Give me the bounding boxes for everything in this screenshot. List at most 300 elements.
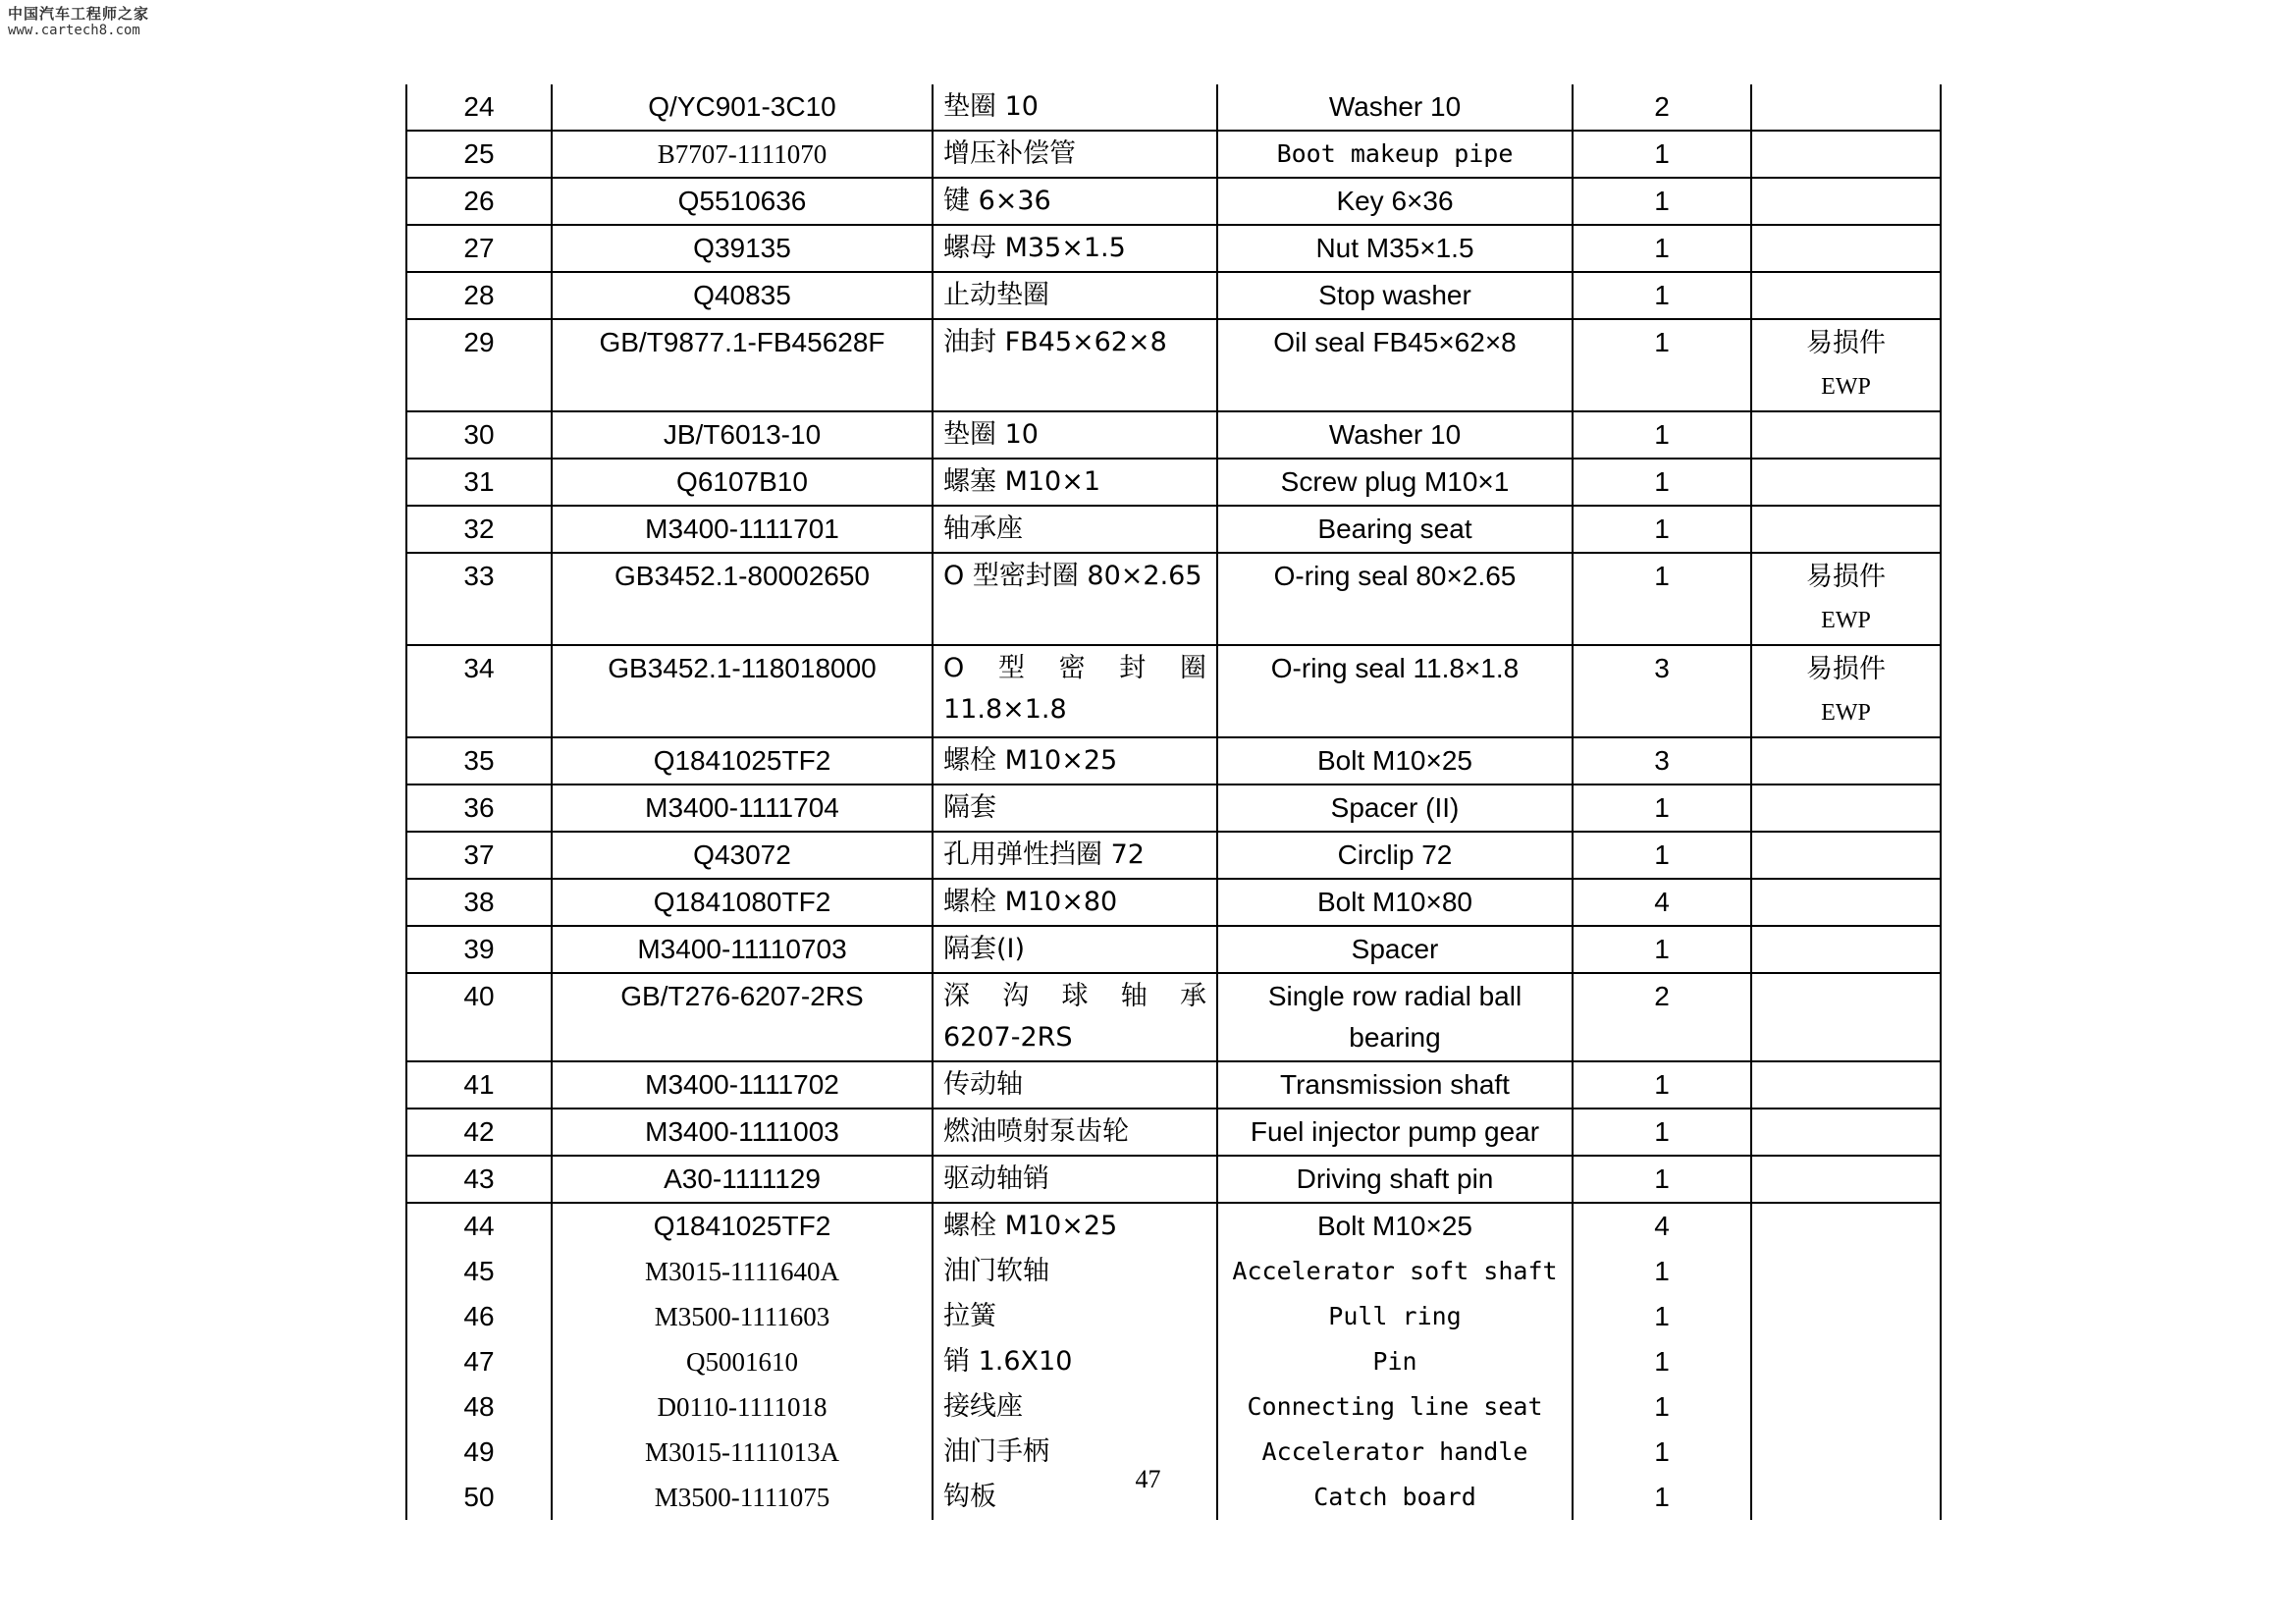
cell-part-code [552, 225, 933, 272]
cell-chinese-name [933, 319, 1217, 411]
cell-english-name-text: Catch board [1313, 1483, 1476, 1511]
cell-no [406, 272, 552, 319]
cell-no-text: 26 [463, 186, 495, 216]
cell-remark [1751, 1203, 1941, 1249]
table-row [406, 1294, 1941, 1339]
cell-qty-text: 1 [1654, 1346, 1670, 1377]
table-row [406, 1109, 1941, 1156]
cell-part-code-text: Q43072 [693, 839, 791, 870]
cell-no-text: 41 [463, 1069, 495, 1100]
cell-chinese-name-text: 隔套 [943, 792, 996, 823]
cell-qty-text: 1 [1654, 186, 1670, 216]
cell-qty-text: 2 [1654, 91, 1670, 122]
cell-no-text: 37 [463, 839, 495, 870]
cell-chinese-name-text: 油门软轴 [943, 1256, 1049, 1286]
cell-chinese-name [933, 178, 1217, 225]
cell-part-code-text: M3400-1111702 [645, 1069, 839, 1100]
cell-qty-text: 1 [1654, 1482, 1670, 1512]
cell-english-name [1217, 832, 1573, 879]
table-row [406, 1384, 1941, 1430]
cell-chinese-name-text: 螺栓 M10×80 [943, 887, 1118, 917]
cell-qty [1573, 1061, 1751, 1109]
cell-chinese-name-text: 拉簧 [943, 1301, 996, 1331]
table-row [406, 1339, 1941, 1384]
cell-english-name [1217, 1339, 1573, 1384]
cell-chinese-name-text: 油封 FB45×62×8 [943, 327, 1167, 357]
table-row [406, 131, 1941, 178]
cell-chinese-name [933, 832, 1217, 879]
cell-chinese-name-text: 螺塞 M10×1 [943, 466, 1101, 497]
cell-english-name [1217, 1061, 1573, 1109]
table-row [406, 1249, 1941, 1294]
cell-english-name-text: Key 6×36 [1336, 186, 1454, 216]
cell-qty-text: 1 [1654, 138, 1670, 169]
table-row [406, 926, 1941, 973]
cell-no [406, 879, 552, 926]
cell-english-name [1217, 459, 1573, 506]
watermark-url: www.cartech8.com [8, 23, 140, 39]
cell-qty [1573, 737, 1751, 784]
cell-qty-text: 4 [1654, 887, 1670, 917]
cell-remark [1751, 553, 1941, 645]
cell-no [406, 411, 552, 459]
cell-part-code [552, 1109, 933, 1156]
cell-chinese-name [933, 1203, 1217, 1249]
table-row [406, 1061, 1941, 1109]
cell-english-name-text: Spacer (II) [1330, 792, 1460, 823]
cell-qty [1573, 973, 1751, 1061]
cell-remark-text: 易损件 [1806, 328, 1886, 358]
cell-english-name-text: Pull ring [1328, 1302, 1462, 1330]
cell-qty [1573, 926, 1751, 973]
cell-no-text: 43 [463, 1163, 495, 1194]
cell-no [406, 1203, 552, 1249]
cell-english-name-text: O-ring seal 80×2.65 [1273, 561, 1517, 591]
cell-chinese-name-text: 接线座 [943, 1391, 1023, 1422]
cell-english-name-text: Accelerator soft shaft [1232, 1257, 1558, 1285]
cell-chinese-name [933, 1156, 1217, 1203]
cell-part-code-text: GB/T276-6207-2RS [620, 981, 864, 1011]
cell-no [406, 553, 552, 645]
cell-qty-text: 1 [1654, 561, 1670, 591]
cell-part-code [552, 879, 933, 926]
cell-chinese-name [933, 225, 1217, 272]
cell-part-code [552, 645, 933, 737]
cell-remark-text: 易损件 [1806, 562, 1886, 592]
cell-qty [1573, 319, 1751, 411]
parts-table-body [406, 84, 1941, 1520]
cell-part-code-text: M3015-1111013A [645, 1437, 839, 1467]
cell-chinese-name [933, 1294, 1217, 1339]
cell-qty [1573, 178, 1751, 225]
cell-qty [1573, 1339, 1751, 1384]
cell-english-name [1217, 1384, 1573, 1430]
cell-part-code [552, 1339, 933, 1384]
cell-chinese-name [933, 506, 1217, 553]
cell-remark [1751, 1156, 1941, 1203]
cell-no-text: 38 [463, 887, 495, 917]
cell-part-code-text: Q39135 [693, 233, 791, 263]
cell-qty-text: 1 [1654, 1256, 1670, 1286]
cell-chinese-name [933, 1339, 1217, 1384]
cell-no [406, 84, 552, 131]
cell-part-code-text: M3400-1111701 [645, 514, 839, 544]
cell-english-name-text: Transmission shaft [1280, 1069, 1510, 1100]
cell-english-name-text: Single row radial ball [1267, 981, 1522, 1011]
cell-no-text: 48 [463, 1391, 495, 1422]
cell-no [406, 319, 552, 411]
cell-no [406, 737, 552, 784]
table-row [406, 411, 1941, 459]
cell-english-name [1217, 1156, 1573, 1203]
cell-chinese-name-text: 止动垫圈 [943, 280, 1049, 310]
cell-part-code [552, 926, 933, 973]
cell-chinese-name-text: 驱动轴销 [943, 1163, 1049, 1194]
cell-remark [1751, 1109, 1941, 1156]
cell-part-code [552, 1156, 933, 1203]
cell-qty-text: 1 [1654, 233, 1670, 263]
cell-part-code [552, 1294, 933, 1339]
cell-qty-text: 1 [1654, 1391, 1670, 1422]
cell-chinese-name-text: O 型 密 封 圈 [943, 653, 1206, 683]
cell-chinese-name [933, 737, 1217, 784]
cell-qty [1573, 1156, 1751, 1203]
cell-no [406, 178, 552, 225]
cell-qty [1573, 84, 1751, 131]
cell-remark [1751, 506, 1941, 553]
cell-remark [1751, 832, 1941, 879]
cell-no [406, 1061, 552, 1109]
cell-qty [1573, 459, 1751, 506]
cell-english-name-text: Bolt M10×25 [1317, 1211, 1472, 1241]
watermark [8, 6, 149, 38]
cell-english-name [1217, 879, 1573, 926]
cell-qty [1573, 553, 1751, 645]
cell-remark [1751, 1249, 1941, 1294]
cell-english-name-text: Pin [1372, 1347, 1417, 1376]
table-row [406, 645, 1941, 737]
cell-english-name-text: Circlip 72 [1337, 839, 1453, 870]
cell-no [406, 1339, 552, 1384]
cell-part-code-text: Q1841025TF2 [653, 1211, 831, 1241]
cell-chinese-name [933, 973, 1217, 1061]
cell-chinese-name-text: 键 6×36 [943, 186, 1051, 216]
cell-qty [1573, 411, 1751, 459]
cell-chinese-name-text: 螺栓 M10×25 [943, 1211, 1118, 1241]
cell-english-name [1217, 411, 1573, 459]
cell-no [406, 1109, 552, 1156]
cell-part-code-text: GB/T9877.1-FB45628F [599, 327, 885, 357]
cell-remark [1751, 1384, 1941, 1430]
cell-chinese-name [933, 459, 1217, 506]
table-row [406, 1156, 1941, 1203]
cell-chinese-name-text-2: 11.8×1.8 [943, 694, 1067, 725]
table-row [406, 1203, 1941, 1249]
cell-english-name-text: Bolt M10×80 [1317, 887, 1472, 917]
cell-qty [1573, 131, 1751, 178]
cell-no-text: 39 [463, 934, 495, 964]
cell-part-code-text: M3500-1111603 [654, 1302, 830, 1331]
cell-no-text: 28 [463, 280, 495, 310]
cell-chinese-name-text: 油门手柄 [943, 1436, 1049, 1467]
cell-no [406, 645, 552, 737]
page-number: 47 [1135, 1465, 1161, 1493]
cell-remark [1751, 459, 1941, 506]
cell-part-code [552, 784, 933, 832]
cell-chinese-name [933, 1061, 1217, 1109]
cell-no-text: 46 [463, 1301, 495, 1331]
cell-qty-text: 1 [1654, 1116, 1670, 1147]
table-row [406, 506, 1941, 553]
cell-remark-text-2: EWP [1821, 374, 1871, 400]
cell-no-text: 27 [463, 233, 495, 263]
cell-english-name [1217, 553, 1573, 645]
cell-no-text: 35 [463, 745, 495, 776]
cell-no-text: 34 [463, 653, 495, 683]
cell-english-name-text: Connecting line seat [1247, 1392, 1543, 1421]
cell-chinese-name-text: 垫圈 10 [943, 91, 1039, 122]
cell-qty [1573, 879, 1751, 926]
cell-english-name-text: Driving shaft pin [1296, 1163, 1494, 1194]
cell-chinese-name-text: 钩板 [943, 1482, 996, 1512]
cell-no-text: 36 [463, 792, 495, 823]
cell-part-code-text: JB/T6013-10 [663, 419, 822, 450]
cell-qty [1573, 645, 1751, 737]
table-row [406, 784, 1941, 832]
cell-remark [1751, 879, 1941, 926]
cell-part-code-text: M3400-1111003 [645, 1116, 839, 1147]
table-row [406, 272, 1941, 319]
cell-chinese-name [933, 1109, 1217, 1156]
table-row [406, 832, 1941, 879]
cell-no [406, 973, 552, 1061]
cell-part-code-text: GB3452.1-118018000 [608, 653, 877, 683]
cell-part-code-text: Q/YC901-3C10 [648, 91, 836, 122]
cell-no-text: 25 [463, 138, 495, 169]
cell-english-name [1217, 926, 1573, 973]
cell-qty-text: 1 [1654, 934, 1670, 964]
cell-qty [1573, 784, 1751, 832]
cell-english-name [1217, 131, 1573, 178]
cell-remark-text-2: EWP [1821, 608, 1871, 633]
cell-qty-text: 1 [1654, 419, 1670, 450]
cell-remark-text: 易损件 [1806, 654, 1886, 684]
cell-english-name [1217, 178, 1573, 225]
cell-part-code-text: GB3452.1-80002650 [614, 561, 870, 591]
cell-part-code-text: M3400-11110703 [637, 934, 847, 964]
cell-no [406, 131, 552, 178]
cell-no [406, 1384, 552, 1430]
cell-no [406, 1294, 552, 1339]
cell-no-text: 32 [463, 514, 495, 544]
cell-no-text: 33 [463, 561, 495, 591]
table-row [406, 879, 1941, 926]
cell-qty [1573, 225, 1751, 272]
cell-no [406, 784, 552, 832]
cell-chinese-name-text: 传动轴 [943, 1069, 1023, 1100]
cell-qty [1573, 506, 1751, 553]
cell-no [406, 1156, 552, 1203]
cell-chinese-name [933, 1249, 1217, 1294]
cell-qty-text: 1 [1654, 1301, 1670, 1331]
cell-english-name-text: Accelerator handle [1261, 1437, 1528, 1466]
cell-no [406, 506, 552, 553]
cell-qty [1573, 1384, 1751, 1430]
cell-remark [1751, 131, 1941, 178]
cell-english-name-text: Fuel injector pump gear [1250, 1116, 1540, 1147]
cell-remark [1751, 178, 1941, 225]
cell-part-code [552, 1249, 933, 1294]
cell-chinese-name [933, 84, 1217, 131]
cell-english-name [1217, 84, 1573, 131]
parts-table [405, 84, 1942, 1520]
cell-part-code [552, 131, 933, 178]
table-row [406, 973, 1941, 1061]
cell-chinese-name [933, 553, 1217, 645]
cell-part-code-text: Q5001610 [686, 1347, 798, 1377]
cell-remark [1751, 1339, 1941, 1384]
cell-chinese-name-text: 轴承座 [943, 514, 1023, 544]
cell-part-code-text: M3400-1111704 [645, 792, 839, 823]
cell-remark [1751, 973, 1941, 1061]
cell-english-name [1217, 272, 1573, 319]
cell-part-code [552, 506, 933, 553]
cell-english-name-text-2: bearing [1349, 1022, 1441, 1053]
table-row [406, 553, 1941, 645]
cell-qty [1573, 272, 1751, 319]
cell-chinese-name-text: 增压补偿管 [943, 138, 1076, 169]
cell-part-code [552, 178, 933, 225]
cell-chinese-name [933, 645, 1217, 737]
cell-qty-text: 1 [1654, 514, 1670, 544]
cell-english-name-text: O-ring seal 11.8×1.8 [1270, 653, 1520, 683]
cell-chinese-name [933, 272, 1217, 319]
watermark-title: 中国汽车工程师之家 [8, 5, 150, 23]
cell-no [406, 225, 552, 272]
table-row [406, 84, 1941, 131]
cell-no [406, 832, 552, 879]
cell-qty-text: 1 [1654, 839, 1670, 870]
cell-english-name [1217, 737, 1573, 784]
cell-english-name-text: Washer 10 [1328, 91, 1462, 122]
cell-english-name-text: Stop washer [1318, 280, 1471, 310]
cell-part-code [552, 459, 933, 506]
cell-english-name [1217, 645, 1573, 737]
cell-no-text: 50 [463, 1482, 495, 1512]
cell-qty [1573, 832, 1751, 879]
cell-chinese-name-text: 燃油喷射泵齿轮 [943, 1116, 1129, 1147]
cell-chinese-name [933, 926, 1217, 973]
cell-part-code-text: Q5510636 [677, 186, 807, 216]
cell-english-name-text: Spacer [1351, 934, 1439, 964]
cell-remark [1751, 926, 1941, 973]
cell-part-code-text: B7707-1111070 [657, 139, 828, 169]
cell-qty-text: 1 [1654, 1436, 1670, 1467]
cell-remark [1751, 272, 1941, 319]
cell-qty [1573, 1203, 1751, 1249]
cell-part-code [552, 737, 933, 784]
table-row [406, 225, 1941, 272]
cell-chinese-name-text: 孔用弹性挡圈 72 [943, 839, 1145, 870]
cell-remark [1751, 411, 1941, 459]
cell-part-code-text: A30-1111129 [664, 1163, 821, 1194]
cell-part-code-text: Q6107B10 [676, 466, 808, 497]
cell-chinese-name [933, 131, 1217, 178]
cell-qty-text: 1 [1654, 280, 1670, 310]
cell-qty-text: 1 [1654, 792, 1670, 823]
cell-chinese-name [933, 1384, 1217, 1430]
cell-part-code-text: Q40835 [693, 280, 791, 310]
cell-qty-text: 3 [1654, 653, 1670, 683]
cell-chinese-name-text: 螺栓 M10×25 [943, 745, 1118, 776]
cell-english-name-text: Washer 10 [1328, 419, 1462, 450]
cell-chinese-name-text: 销 1.6X10 [943, 1346, 1073, 1377]
cell-no-text: 29 [463, 327, 495, 357]
cell-remark [1751, 225, 1941, 272]
cell-part-code-text: M3500-1111075 [654, 1483, 830, 1512]
cell-part-code [552, 553, 933, 645]
cell-chinese-name [933, 879, 1217, 926]
cell-no-text: 31 [463, 466, 495, 497]
cell-no-text: 49 [463, 1436, 495, 1467]
cell-part-code [552, 1203, 933, 1249]
cell-no-text: 45 [463, 1256, 495, 1286]
cell-english-name [1217, 1294, 1573, 1339]
cell-english-name [1217, 1203, 1573, 1249]
cell-qty-text: 1 [1654, 1163, 1670, 1194]
cell-english-name [1217, 973, 1573, 1061]
cell-no [406, 1249, 552, 1294]
cell-remark [1751, 1061, 1941, 1109]
cell-chinese-name-text: O 型密封圈 80×2.65 [943, 561, 1202, 591]
cell-english-name-text: Screw plug M10×1 [1280, 466, 1510, 497]
cell-remark [1751, 784, 1941, 832]
cell-no [406, 459, 552, 506]
cell-remark [1751, 84, 1941, 131]
cell-qty [1573, 1249, 1751, 1294]
cell-part-code [552, 1384, 933, 1430]
cell-part-code-text: Q1841080TF2 [653, 887, 831, 917]
cell-chinese-name-text: 深 沟 球 轴 承 [943, 981, 1206, 1011]
cell-no-text: 44 [463, 1211, 495, 1241]
cell-no-text: 42 [463, 1116, 495, 1147]
cell-no-text: 24 [463, 91, 495, 122]
cell-english-name [1217, 506, 1573, 553]
cell-chinese-name-text-2: 6207-2RS [943, 1022, 1073, 1053]
cell-chinese-name-text: 螺母 M35×1.5 [943, 233, 1126, 263]
cell-english-name-text: Bearing seat [1317, 514, 1472, 544]
cell-qty-text: 1 [1654, 466, 1670, 497]
cell-no [406, 926, 552, 973]
cell-part-code [552, 411, 933, 459]
cell-no-text: 40 [463, 981, 495, 1011]
cell-remark [1751, 737, 1941, 784]
cell-qty-text: 1 [1654, 1069, 1670, 1100]
cell-qty [1573, 1109, 1751, 1156]
cell-english-name-text: Boot makeup pipe [1276, 139, 1514, 168]
cell-no-text: 47 [463, 1346, 495, 1377]
cell-remark [1751, 1294, 1941, 1339]
cell-chinese-name [933, 784, 1217, 832]
cell-part-code [552, 973, 933, 1061]
cell-remark [1751, 319, 1941, 411]
cell-chinese-name-text: 垫圈 10 [943, 419, 1039, 450]
cell-part-code-text: Q1841025TF2 [653, 745, 831, 776]
cell-english-name [1217, 1249, 1573, 1294]
cell-english-name-text: Oil seal FB45×62×8 [1273, 327, 1517, 357]
table-row [406, 737, 1941, 784]
cell-remark [1751, 645, 1941, 737]
